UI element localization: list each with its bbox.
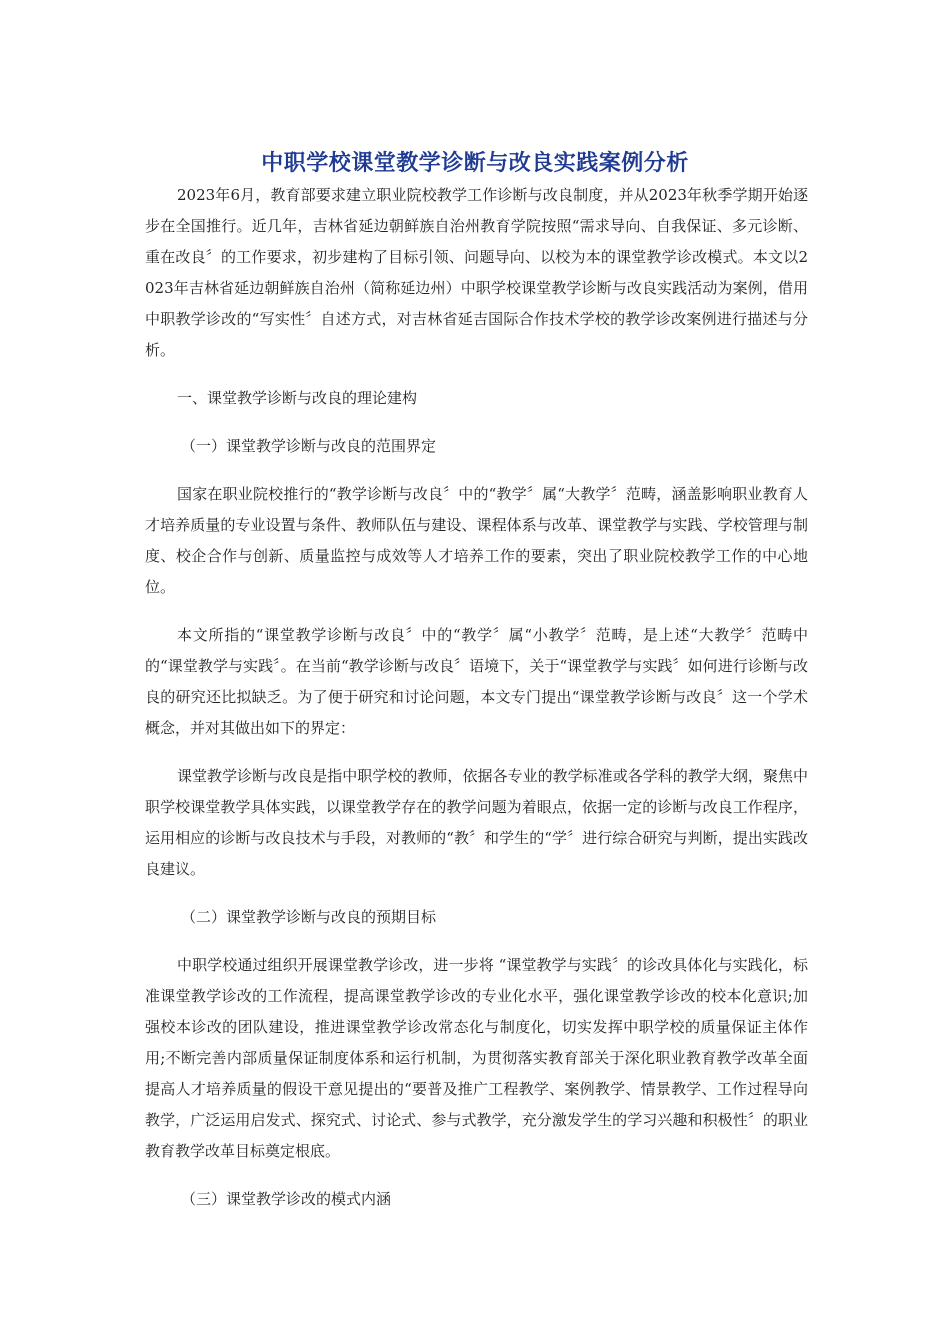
paragraph-scope-broad: 国家在职业院校推行的“教学诊断与改良〞中的“教学〞属“大教学〞范畴，涵盖影响职业教育人才培养质量的专业设置与条件、教师队伍与建设、课程体系与改革、课堂教学与实践、学校管理与制度、校企合作与创新、质量监控与成效等人才培养工作的要素，突出了职业院校教学工作的中心地位。 (145, 485, 808, 596)
paragraph-goals: 中职学校通过组织开展课堂教学诊改，进一步将 “课堂教学与实践〞的诊改具体化与实践化，标准课堂教学诊改的工作流程，提高课堂教学诊改的专业化水平，强化课堂教学诊改的校本化意识;加强校本诊改的团队建设，推进课堂教学诊改常态化与制度化，切实发挥中职学校的质量保证主体作用;不断完善内部质量保证制度体系和运行机制，为贯彻落实教育部关于深化职业教育教学改革全面提高人才培养质量的假设干意见提出的“要普及推广工程教学、案例教学、情景教学、工作过程导向教学，广泛运用启发式、探究式、讨论式、参与式教学，充分激发学生的学习兴趣和积极性〞的职业教育教学改革目标奠定根底。 (145, 956, 808, 1160)
subsection-heading-1-3: （三）课堂教学诊改的模式内涵 (181, 1190, 392, 1208)
document-body (145, 180, 808, 1232)
document-title: 中职学校课堂教学诊断与改良实践案例分析 (261, 150, 689, 176)
intro-paragraph: 2023年6月，教育部要求建立职业院校教学工作诊断与改良制度，并从2023年秋季学期开始逐步在全国推行。近几年，吉林省延边朝鲜族自治州教育学院按照“需求导向、自我保证、多元诊断、重在改良〞的工作要求，初步建构了目标引领、问题导向、以校为本的课堂教学诊改模式。本文以2023年吉林省延边朝鲜族自治州（简称延边州）中职学校课堂教学诊断与改良实践活动为案例，借用中职教学诊改的“写实性〞自述方式，对吉林省延吉国际合作技术学校的教学诊改案例进行描述与分析。 (145, 186, 808, 359)
section-heading-1: 一、课堂教学诊断与改良的理论建构 (177, 389, 418, 407)
paragraph-definition: 课堂教学诊断与改良是指中职学校的教师，依据各专业的教学标准或各学科的教学大纲，聚焦中职学校课堂教学具体实践，以课堂教学存在的教学问题为着眼点，依据一定的诊断与改良工作程序，运用相应的诊断与改良技术与手段，对教师的“教〞和学生的“学〞进行综合研究与判断，提出实践改良建议。 (145, 767, 808, 878)
subsection-heading-1-2: （二）课堂教学诊断与改良的预期目标 (181, 908, 437, 926)
paragraph-scope-narrow: 本文所指的“课堂教学诊断与改良〞中的“教学〞属“小教学〞范畴，是上述“大教学〞范畴中的“课堂教学与实践〞。在当前“教学诊断与改良〞语境下，关于“课堂教学与实践〞如何进行诊断与改良的研究还比拟缺乏。为了便于研究和讨论问题，本文专门提出“课堂教学诊断与改良〞这一个学术概念，并对其做出如下的界定： (145, 626, 808, 737)
subsection-heading-1-1: （一）课堂教学诊断与改良的范围界定 (181, 437, 437, 455)
